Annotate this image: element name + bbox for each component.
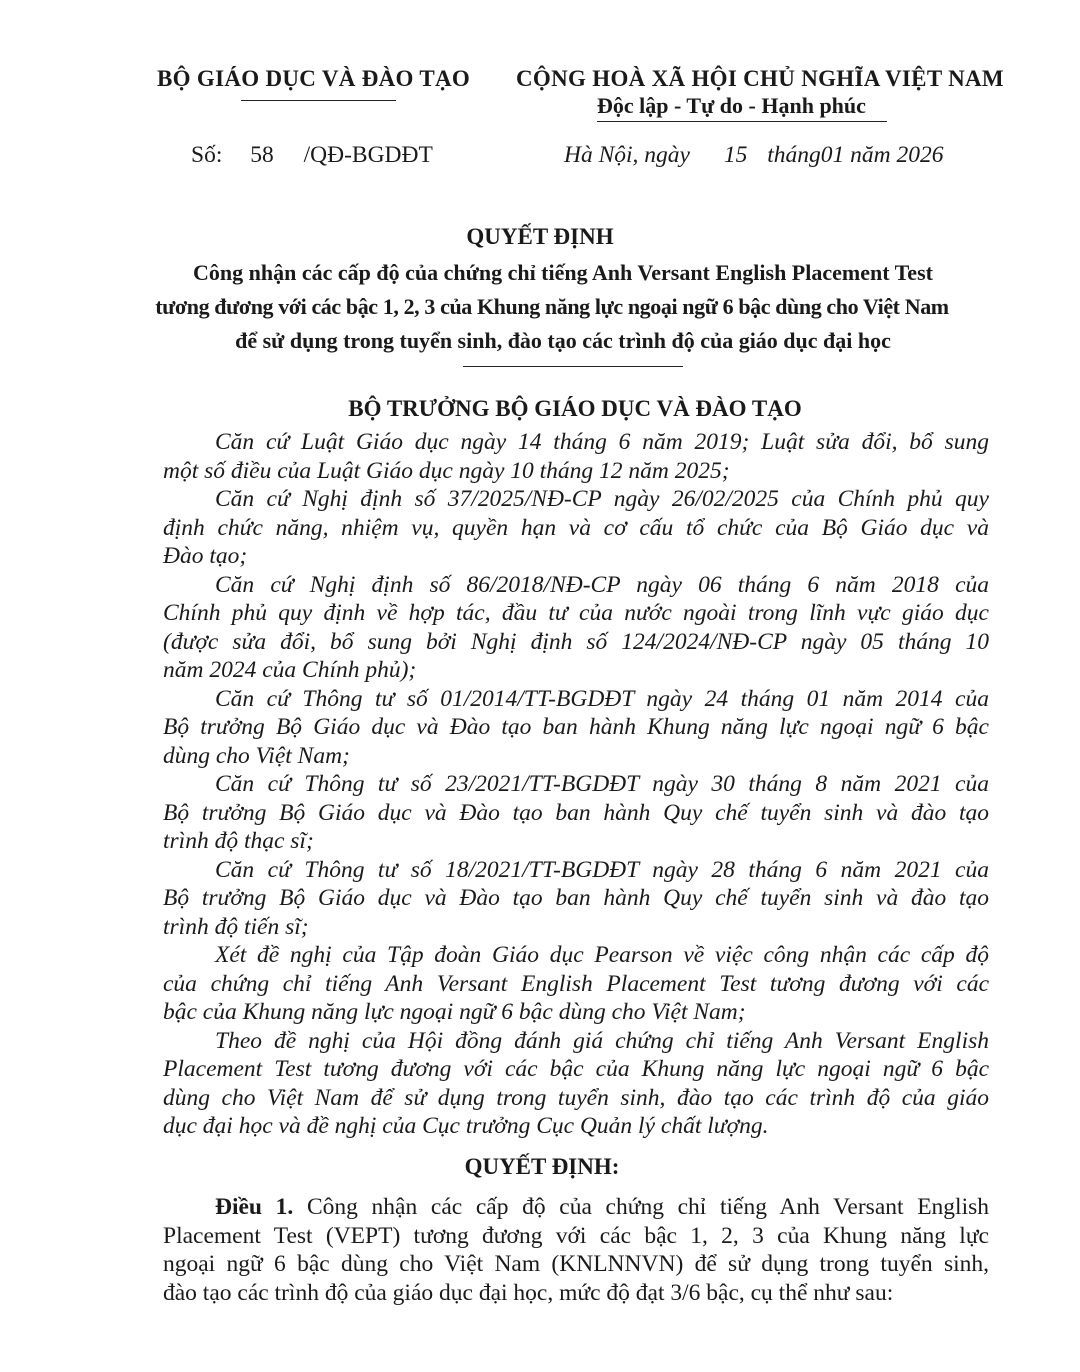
title-line-3: để sử dụng trong tuyển sinh, đào tạo các trình độ của giáo dục đại học: [235, 328, 891, 353]
basis-line: Bộ trưởng Bộ Giáo dục và Đào tạo ban hành Khung năng lực ngoại ngữ 6 bậc: [163, 714, 989, 740]
basis-line: trình độ tiến sĩ;: [163, 913, 309, 940]
document-number: [191, 142, 433, 169]
authority-heading: BỘ TRƯỞNG BỘ GIÁO DỤC VÀ ĐÀO TẠO: [348, 396, 802, 421]
basis-line: của chứng chỉ tiếng Anh Versant English Placement Test tương đương với các: [163, 970, 989, 997]
basis-line: Chính phủ quy định về hợp tác, đầu tư của nước ngoài trong lĩnh vực giáo dục: [163, 600, 989, 626]
basis-line: Theo đề nghị của Hội đồng đánh giá chứng chỉ tiếng Anh Versant English: [215, 1027, 989, 1054]
title-underline: [463, 366, 683, 367]
place-date: [564, 142, 944, 169]
title-line-1: Công nhận các cấp độ của chứng chỉ tiếng Anh Versant English Placement Test: [193, 260, 933, 285]
basis-line: Căn cứ Thông tư số 23/2021/TT-BGDĐT ngày 30 tháng 8 năm 2021 của: [215, 771, 989, 797]
basis-line: Căn cứ Thông tư số 18/2021/TT-BGDĐT ngày 28 tháng 6 năm 2021 của: [215, 856, 989, 883]
article-text: Công nhận các cấp độ của chứng chỉ tiếng Anh Versant English: [306, 1194, 989, 1220]
legal-bases: [163, 428, 989, 1141]
basis-line: Đào tạo;: [163, 543, 248, 569]
basis-line: dục đại học và đề nghị của Cục trưởng Cục Quản lý chất lượng.: [163, 1113, 769, 1139]
basis-line: Placement Test tương đương với các bậc của Khung năng lực ngoại ngữ 6 bậc: [163, 1056, 989, 1082]
article-label: Điều 1.: [215, 1194, 294, 1220]
basis-line: năm 2024 của Chính phủ);: [163, 657, 417, 683]
basis-2: [163, 485, 989, 571]
basis-line: Căn cứ Nghị định số 37/2025/NĐ-CP ngày 26/02/2025 của Chính phủ quy: [215, 486, 989, 512]
basis-line: Căn cứ Luật Giáo dục ngày 14 tháng 6 năm 2019; Luật sửa đổi, bổ sung: [215, 429, 989, 455]
number-value: 58: [250, 142, 274, 168]
date-year: năm 2026: [850, 142, 944, 168]
basis-line: Căn cứ Thông tư số 01/2014/TT-BGDĐT ngày 24 tháng 01 năm 2014 của: [215, 685, 989, 712]
basis-5: [163, 770, 989, 856]
basis-6: [163, 856, 989, 942]
date-prefix: Hà Nội, ngày: [564, 142, 690, 168]
article-line: ngoại ngữ 6 bậc dùng cho Việt Nam (KNLNNVN) để sử dụng trong tuyển sinh,: [163, 1251, 989, 1277]
basis-line: trình độ thạc sĩ;: [163, 828, 314, 854]
date-day: 15: [723, 142, 748, 168]
date-month-label: tháng: [767, 142, 821, 168]
motto-underline: [597, 121, 887, 122]
basis-line: dùng cho Việt Nam;: [163, 742, 350, 769]
basis-line: định chức năng, nhiệm vụ, quyền hạn và cơ cấu tổ chức của Bộ Giáo dục và: [163, 514, 989, 541]
basis-4: [163, 685, 989, 771]
basis-1: [163, 428, 989, 485]
basis-line: bậc của Khung năng lực ngoại ngữ 6 bậc dùng cho Việt Nam;: [163, 999, 746, 1025]
decision-title: QUYẾT ĐỊNH: [466, 224, 614, 249]
article-1: [163, 1193, 989, 1307]
motto: Độc lập - Tự do - Hạnh phúc: [597, 93, 866, 118]
basis-7: [163, 941, 989, 1027]
basis-line: (được sửa đổi, bổ sung bởi Nghị định số 124/2024/NĐ-CP ngày 05 tháng 10: [163, 628, 989, 655]
basis-line: Bộ trưởng Bộ Giáo dục và Đào tạo ban hành Quy chế tuyển sinh và đào tạo: [163, 885, 989, 911]
number-suffix: /QĐ-BGDĐT: [303, 142, 433, 168]
republic-name: CỘNG HOÀ XÃ HỘI CHỦ NGHĨA VIỆT NAM: [516, 66, 1004, 91]
decision-heading: QUYẾT ĐỊNH:: [464, 1154, 620, 1179]
title-line-2: tương đương với các bậc 1, 2, 3 của Khung năng lực ngoại ngữ 6 bậc dùng cho Việt Nam: [155, 294, 949, 319]
basis-line: Xét đề nghị của Tập đoàn Giáo dục Pearson về việc công nhận các cấp độ: [215, 942, 989, 968]
ministry-name: BỘ GIÁO DỤC VÀ ĐÀO TẠO: [157, 66, 471, 91]
article-line: Placement Test (VEPT) tương đương với các bậc 1, 2, 3 của Khung năng lực: [163, 1222, 989, 1249]
article-line: [163, 1193, 989, 1222]
basis-3: [163, 571, 989, 685]
date-month: 01: [820, 142, 845, 168]
number-label: Số:: [191, 142, 223, 168]
basis-line: Bộ trưởng Bộ Giáo dục và Đào tạo ban hành Quy chế tuyển sinh và đào tạo: [163, 799, 989, 826]
basis-line: một số điều của Luật Giáo dục ngày 10 tháng 12 năm 2025;: [163, 457, 730, 484]
basis-8: [163, 1027, 989, 1141]
ministry-underline: [241, 100, 396, 101]
article-line: đào tạo các trình độ của giáo dục đại học, mức độ đạt 3/6 bậc, cụ thể như sau:: [163, 1279, 894, 1306]
basis-line: dùng cho Việt Nam để sử dụng trong tuyển sinh, đào tạo các trình độ của giáo: [163, 1084, 989, 1111]
basis-line: Căn cứ Nghị định số 86/2018/NĐ-CP ngày 06 tháng 6 năm 2018 của: [215, 571, 989, 598]
